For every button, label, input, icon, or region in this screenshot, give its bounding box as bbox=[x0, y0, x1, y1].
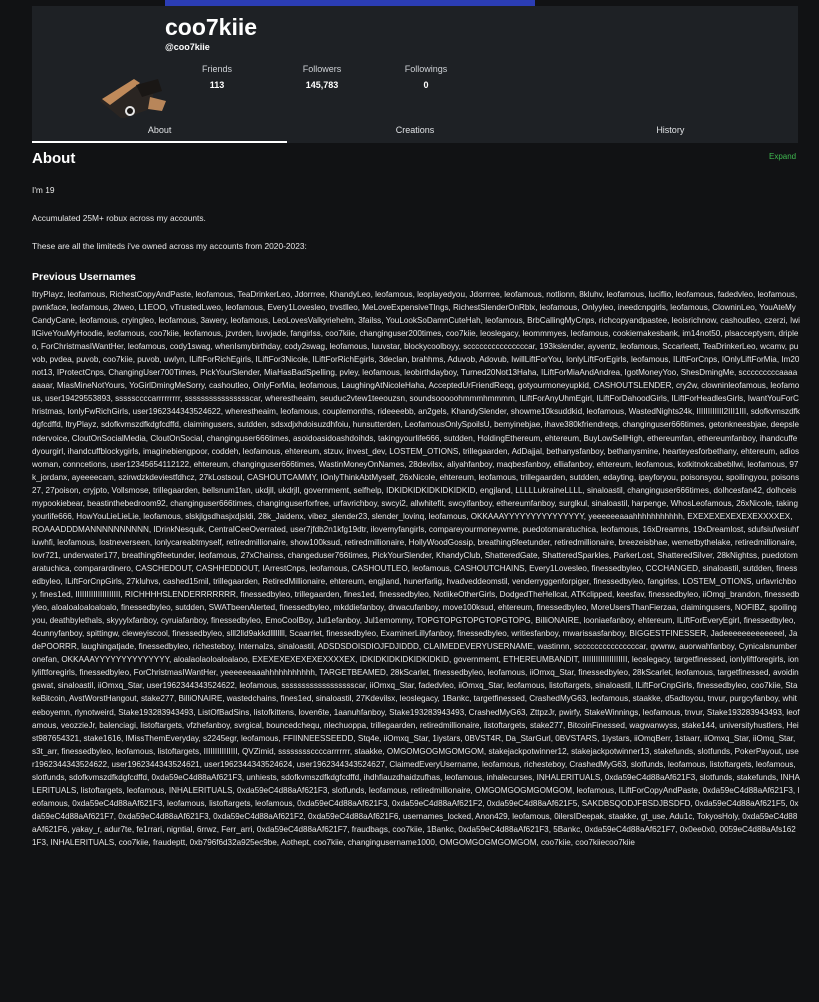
friends-label: Friends bbox=[201, 64, 232, 74]
followings-count: 0 bbox=[423, 80, 429, 90]
followings-stat[interactable] bbox=[376, 64, 476, 90]
followers-stat[interactable] bbox=[272, 64, 372, 90]
friends-count: 113 bbox=[209, 80, 225, 90]
bio-line-age: I'm 19 bbox=[32, 185, 55, 195]
followings-label: Followings bbox=[404, 64, 448, 74]
followers-count: 145,783 bbox=[305, 80, 339, 90]
previous-usernames-list: ItryPlayz, leofamous, RichestCopyAndPaste, leofamous, TeaDrinkerLeo, Jdorrree, KhandyLeo, leofamous, leoplayedyou, Jdorrree, leofamous, notlionn, 8kluhv, leofamous, luciflio, leofamous, fadedvleo, leofamous, pwnkface, leofamous, 2lweo, L1EOO, vTrustedLweo, leofamous, Every1Lovesleo, trvstlleo, MeLoveExpensiveTlngs, RichestSlenderOnRblx, leofamous, Onlyyleo, ineedcnpgirls, leofamous, ClowninLeo, YouAteMyCandyCane, leofamous, cryingleo, leofamous, 3awery, leofamous, LeoLovesValkyriehelm, 3failss, YouLookSoDamnCuteHah, leofamous, BrbCallingMyCnps, richcopyandpastee, leoisrichnow, cashoutleo, czerzi, IwillGiveYouMyHoodie, leofamous, coo7kiie, leofamous, jzvrden, luvvjade, fangirlss, coo7kiie, changinguser200times, coo7kiie, leoslegacy, leommmyes, leofamous, cookiemakesbank, im14not50, plsacceptysm, dripleo, ForChristmasIWantHer, leofamous, cody1swag, whenIsmybirthday, cody2swag, leofamous, luuvstar, blockycoolboyy, scccccccccccccccar, 193kslender, ayventz, leofamous, Sccarleett, TeaDrinkerLeo, wcamv, puvob, pvdea, puvob, coo7kiie, puvob, uwlyn, ILiftForRichEgirls, ILiftFor3Nicole, ILiftForRichEgirls, 3declan, brahhms, Aduvob, Adovub, IwillLiftForYou, IonlyLiftForEgirls, leofamous, ILiftForCnps, IOnlyLiftForMia, Im20not13, IProtectCnps, ChangingUser700Times, PickYourSlender, MiaHasBadSpelling, pvley, leofamous, leobirthdayboy, Turned20Not13Haha, ILiftForMiaAndAndrea, IgotMoneyYoo, ShesDmingMe, scccccccccaaaaaaaar, MiasMineNotYours, YoGirlDmingMeSorry, cashoutleo, OnlyForMia, leofamous, LaughingAtNicoleHaha, AcceptedUrFriendReqq, gotyourmoneyupkid, CASHOUTSLENDER, cry2w, clowninleofamous, leofamous, user19429553893, sssssccccarrrrrrrrr, sssssssssssssssscar, wherestheaim, seuduc2vtew1teeouzsn, soundsooooohmmmhmmmm, ILiftForAnyUhmEgirl, ILiftForDahoodGirls, ILiftForHeadlesGirls, IwantYouForChristmas, IonlyFwRichGirls, user1962344343524622, wherestheaim, leofamous, couplemonths, rideeeebb, an2gels, KhandySlender, showme10ksuddkid, leofamous, WastedNights24k, IIIIIIIIIIII2III1III, sdofkvmszdfkdgfcdffd, ItryPlayz, sdofkvmszdfkdgfcdffd, claimingusers, sutdden, sdsxdjxhdoisuzdhfoiu, hunsutterden, LeofamousOnlySpoilsU, bemyinebjae, ihave380kfriendreqs, changinguser666times, getonkneesbjae, deepslendervoice, CloutOnSocialMedia, CloutOnSocial, changinguser666times, asoidoasidoashdoihds, takingyourlife666, sutdden, HoldingEthereum, ehtereum, BuyLowSellHigh, ethereumfan, ethereumfanboy, ihandcuffedyourgirl, ihandcuffblockygirls, imaginebiengpoor, coddeh, leofamous, ehtereum, stzuv, invest_dev, LOSTEM_OTIONS, trillegaarden, AdDajjal, bethanysfanboy, bethanysmine, hearteyesforbethany, ehtereum, adioswoman, conncetions, user12345654112122, ehtereum, changinguser666times, WastinMoneyOnNames, 28devilsx, aliyahfanboy, maqbesfanboy, elliafanboy, ehtereum, leofamous, kotkitnokcabebllwi, leofamous, 97k_jordanx, ayeeeecam, szirwdzkdeviestfdhcz, 27kLostsoul, CASHOUTCAMMY, IOnlyThinkAbtMyself, 26xNicole, ehtereum, leofamous, trillegaarden, sutdden, edayting, ipayforyou, poisonsyou, spoilingyou, poisons27, 27poison, cryjpto, Vollsmose, trillegaarden, bellsnum1fan, ukdjll, ukdrjll, governmemt, selfhelp, IDKIDKIDKIDKIDKIDKID, engjland, LLLLLukraineLLLL, sinaloastil, changinguser666times, dolhcesfan42, dolhceismypookiebear, beastinthebedroom92, changinguser666times, changinguserforfree, urfavrichboy, swcyi2, allwhitefit, swcyifanboy, ethereumfanboy, surglkul, sinaloastil, harpenge, WhosLeofamous, 26xNicole, takingyourlife666, HowYouLieLieLie, leofamous, slskjlgsdhasjxdjsldi, 28k_Jaidenx, vibez_slender23, slender_lovinq, leofamous, OKKAAAYYYYYYYYYYYYYYY, yeeeeeeaaahhhhhhhhhhh, EXEXEXEXEXEXEXXXXEX, ROAAADDDMANNNNNNNNNN, IDrinkNesquik, CentralCeeOverrated, user7jfdb2n1kfg19dtr, ilovemyfangirls, compareyourmoneywme, puedotomaratuchica, leofamous, 16xDreamns, 19xDreamlost, sdufsiufwsiuhfiuwhfi, leofamous, lostneverseen, lonlycareabtmyself, retiredmillionaire, show100ksud, retiredmillionaire, HollyWoodGossip, breathing6feetunder, retiredmillionaire, breezeisbhae, wemetbythelake, retiredmillionaire, lovr721, underwater177, breathing6feetunder, leofamous, 27xChainss, changeduser766times, PickYourSlender, KhandyClub, ShatteredGate, ShatteredSparkles, ParkerLost, ShatteredSilver, 28kNightss, puedotomaratuchica, comparardinero, CASCHEDOUT, CASHHEDDOUT, IArrestCnps, leofamous, CASHOUTLEO, leofamous, CASHOUTCHAINS, Every1Lovesleo, finessedbyleo, CCCHANGED, sinaloastil, sutdden, finessedbyleo, ILiftForCnpGirls, 27kluhvs, cashed15mil, trillegaarden, RetiredMillionaire, ehtereum, engjland, hunerfarlig, hvadveddeomstil, venderryggenforpiger, finessedbyleo, fangirlss, LOSTEM_OTIONS, urfavrichboy, fines1ed, IIIIIIIIIIIIIIIIIIII, RICHHHHSLENDERRRRRRR, finessedbyleo, trillegaarden, fines1ed, finessedbyleo, NotlikeOtherGirls, DodgedTheHellcat, ATKclipped, keesfav, finessedbyleo, iiOmqi_brandon, finessedbyleo, aloaloaloaloaloalo, finessedbyleo, sutdden, SWATbeenAlerted, finessedbyleo, mkddiefanboy, drwacufanboy, move100ksud, ehtereum, finessedbyleo, MoreUsersThanFierzaa, claimingusers, NOFIBZ, spoilingyou, deathbylethals, skyyylxfanboy, cyruiafanboy, finessedbyleo, EmoCoolBoy, Jul1efanboy, Jul1emommy, TOPGTOPGTOPGTOPGTOPG, BilliONAIRE, looniaefanboy, ehtereum, ILiftForEveryEgirl, finessedbyleo, 4cunnyfanboy, spittingw, cleweyiscool, finessedbyleo, slll2lld9akkdllllllll, Scaarrlet, finessedbyleo, ExaminerLillyfanboy, finessedbyleo, writiesfanboy, mwarissasfanboy, BIGGESTFINESSER, Jadeeeeeeeeeeeeel, JadePOORRR, laughingatjade, finessedbyleo, richesteboy, Internalzs, sinaloastil, ADSDSDOISDIOJFDJIDDD, CLAIMEDEVERYUSERNAME, wastinnn, scccccccccccccccar, qvwnw, auorwahfanboy, Cynicalsnumberonefan, OKKAAAYYYYYYYYYYYYYY, aloalaolaoloaloalaoo, EXEXEXEXEXEXEXXXXEX, IDKIDKIDKIDKIDKIDKID, governmemt, ETHEREUMBANDIT, IIIIIIIIIIIIIIIIIIII, leoslegacy, targetfinessed, ionlyliftforegirls, ionlyliftforegirls, finessedbyleo, ForChristmasIWantHer, yeeeeeeaaahhhhhhhhhhh, TARGETBEAMED, 28kScarlet, finessedbyleo, leofamous, iiOmxq_Star, finessedbyleo, 28kScarlet, leofamous, targetfinessed, avoidingswat, sinaloastil, iiOmxq_Star, user1962344343524622, leofamous, sssssssssssssssssscar, iiOmxq_Star, fadedvleo, iiOmxq_Star, leofamous, listoftargets, sinaloastil, ILiftForCnpGirls, finessedbyleo, coo7kiie, StakeBitcoin, AvstWorstHangout, stake277, BilliONAIRE, wastedchains, fines1ed, sinaloastil, 27Kdevilsx, leoslegacy, 1Bankc, targetfinessed, CrashedMyG63, leofamous, staakke, d5adtoyou, tnvur, purgcyfanboy, whiteeboyemn, rlynotweird, Stake193283943493, ListOfBadSins, listofkittens, loven6te, 1aanuhfanboy, Stake193283943493, CrashedMyG63, ZttpzJr, pwirfy, StakeWinnings, leofamous, tnvur, Stake193283943493, leofamous, veozzieJr, balenciagi, listoftargets, vfzhefanboy, svrgical, bouncedchequ, nlechuoppa, trillegaarden, retiredmillionaire, listoftargets, stake277, BitcoinFinessed, wagwanwyss, stake144, universityhustlers, Heist987654321, stake1616, IMissThemEveryday, s2245egr, leofamous, FFIINNEESSEEDD, Stq4e, iiOmxq_Star, 1iystars, 0BVST4R, Da_StarGurl, 0BVSTARS, 1iystars, iiOmqBerr, 1staarr, iiOmxq_Star, iiOmq_Star, s3t_arr, finessedbyleo, leofamous, listoftargets, IIIIIIIIIIIIIII, QVZimid, ssssssssccccarrrrrrr, staakke, OMGOMGOGMGOMGOM, stakejackpotwinner12, stakejackpotwinner13, stakefunds, slotfunds, PokerPayout, user1962344343524622, user1962344343524621, user1962344343524624, user1962344343524627, ClaimedEveryUsername, leofamous, richesteboy, CrashedMyG63, slotfunds, leofamous, listoftargets, leofamous, slotfunds, sdofkvmszdfkdgfcdffd, 0xda59eC4d88aAf621F3, unhiests, sdofkvmszdfkdgfcdffd, ihdhfiauzdhaidzufhas, leofamous, inhalecurses, INHALERITUALS, 0xda59eC4d88aAf621F3, slotfunds, stakefunds, INHALERITUALS, listoftargets, leofamous, INHALERITUALS, 0xda59eC4d88aAf621F3, slotfunds, leofamous, retiredmillionaire, OMGOMGOGMGOMGOM, leofamous, ILiftForCopyAndPaste, 0xda59eC4d88aAf621F3, leofamous, 0xda59eC4d88aAf621F3, leofamous, listoftargets, leofamous, 0xda59eC4d88aAf621F3, 0xda59eC4d88aAf621F2, 0xda59eC4d88aAf621F5, SAKDBSQODJFBSDJBSDFD, 0xda59eC4d88aAf621F5, 0xda59eC4d88aAf621F7, 0xda59eC4d88aAf621F3, 0xda59eC4d88aAf621F2, 0xda59eC4d88aAf621F6, usernames_locked, Anon429, leofamous, 0ilersIDeepak, staakke, gt_use, Adu1c, TokyosHoly, 0xda59eC4d88aAf621F6, yakay_r, adur7te, fe1rrari, nigntial, 6rrwz, Ferr_arri, 0xda59eC4d88aAf621F7, fraudbags, coo7kiie, 1Bankc, 0xda59eC4d88aAf621F3, 5Bankc, 0xda59eC4d88aAf621F7, 0x0ee0x0, 0059eC4d88aAfs1621F3, INHALERITUALS, coo7kiie, fraudeptt, 0xb796f6d32a925ec9be, Aothept, coo7kiie, changingusername1000, OMGOMGOGMGOMGOM, coo7kiie, coo7kiiecoo7kiie bbox=[32, 290, 800, 847]
profile-header bbox=[32, 6, 798, 118]
expand-link[interactable]: Expand bbox=[769, 152, 797, 161]
tab-creations[interactable]: Creations bbox=[395, 125, 435, 135]
username-handle: @coo7kiie bbox=[165, 42, 210, 52]
bio-line-limiteds: These are all the limiteds i've owned across my accounts from 2020-2023: bbox=[32, 241, 307, 251]
tab-history[interactable]: History bbox=[656, 125, 685, 135]
friends-stat[interactable] bbox=[167, 64, 267, 90]
profile-tabs bbox=[32, 118, 798, 143]
profile-banner bbox=[165, 0, 535, 6]
bio-line-robux: Accumulated 25M+ robux across my accounts. bbox=[32, 213, 206, 223]
followers-label: Followers bbox=[302, 64, 342, 74]
about-heading: About bbox=[32, 150, 76, 167]
display-name: coo7kiie bbox=[165, 14, 258, 40]
previous-usernames-heading: Previous Usernames bbox=[32, 271, 136, 283]
tab-about[interactable]: About bbox=[32, 118, 287, 143]
